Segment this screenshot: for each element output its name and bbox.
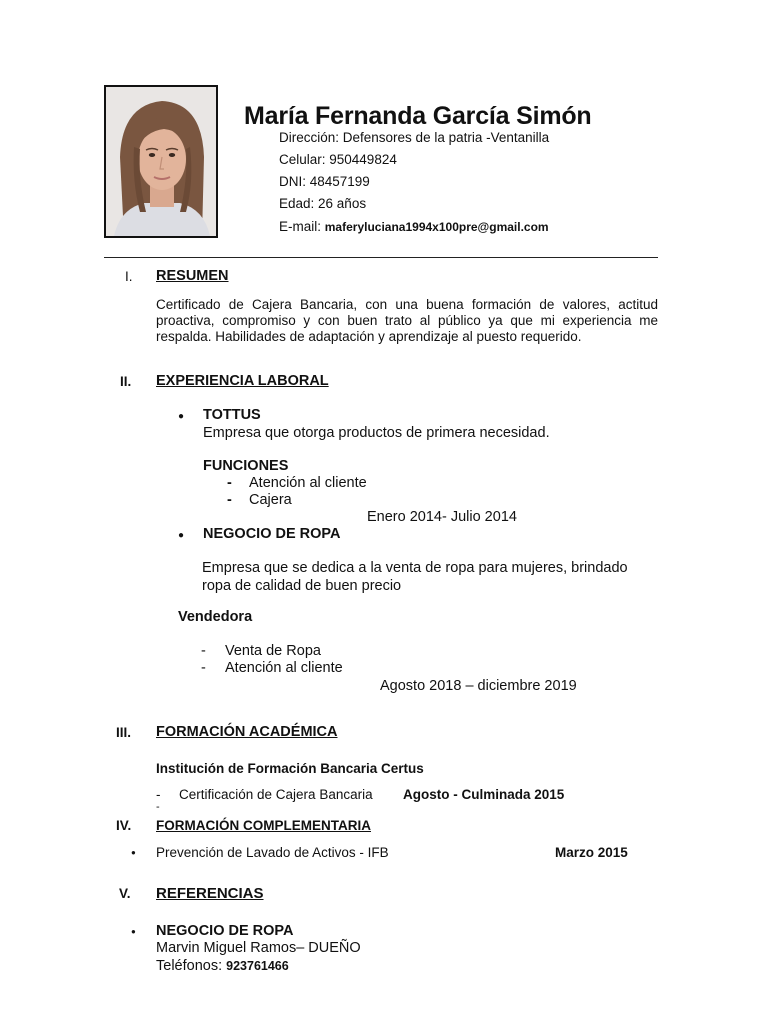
dni-text: DNI: 48457199 — [279, 174, 370, 189]
job1-function-item: Cajera — [249, 492, 292, 508]
job2-description-line2: ropa de calidad de buen precio — [202, 578, 402, 594]
section-title-complementaria: FORMACIÓN COMPLEMENTARIA — [156, 818, 371, 833]
dash-icon: - — [201, 643, 206, 659]
job1-description: Empresa que otorga productos de primera necesidad. — [203, 425, 550, 441]
reference-phone-line — [156, 958, 289, 974]
section-title-resumen: RESUMEN — [156, 268, 229, 284]
job1-function-item: Atención al cliente — [249, 475, 367, 491]
job2-role: Vendedora — [178, 609, 253, 625]
job1-dates: Enero 2014- Julio 2014 — [367, 509, 517, 525]
header-divider — [104, 257, 658, 258]
job2-task-item: Venta de Ropa — [225, 643, 321, 659]
section-title-formacion: FORMACIÓN ACADÉMICA — [156, 724, 338, 740]
email-link[interactable]: maferyluciana1994x100pre@gmail.com — [324, 220, 549, 234]
reference-phone-label: Teléfonos: — [156, 958, 227, 974]
section-title-experiencia: EXPERIENCIA LABORAL — [156, 373, 329, 389]
complementary-item: Prevención de Lavado de Activos - IFB — [156, 845, 389, 860]
reference-contact: Marvin Miguel Ramos– DUEÑO — [156, 940, 361, 956]
resumen-paragraph: Certificado de Cajera Bancaria, con una buena formación de valores, actitud proactiva, compromiso y con buen trato al público ya que mi experiencia me respalda. Habilidades de adaptación y aprendizaje al puesto requerido. — [156, 297, 658, 344]
reference-phone-value: 923761466 — [226, 959, 289, 973]
section-number-2: II. — [120, 374, 132, 389]
section-number-3: III. — [116, 725, 132, 740]
certification-item: Certificación de Cajera Bancaria — [179, 787, 373, 802]
email-label: E-mail: — [279, 219, 325, 234]
section-title-referencias: REFERENCIAS — [156, 885, 264, 902]
email-line — [279, 219, 549, 234]
phone-text: Celular: 950449824 — [279, 152, 397, 167]
job2-description-line1: Empresa que se dedica a la venta de ropa para mujeres, brindado — [202, 560, 628, 576]
section-number-1: I. — [125, 269, 133, 284]
bullet-icon: ● — [131, 848, 136, 857]
dash-icon: - — [156, 787, 161, 802]
job2-dates: Agosto 2018 – diciembre 2019 — [380, 678, 577, 694]
job1-company: TOTTUS — [203, 407, 261, 423]
dash-icon: - — [201, 660, 206, 676]
reference-company: NEGOCIO DE ROPA — [156, 923, 294, 939]
job1-functions-title: FUNCIONES — [203, 458, 289, 474]
bullet-icon: ● — [178, 530, 185, 541]
bullet-icon: ● — [178, 411, 185, 422]
certification-date: Agosto - Culminada 2015 — [403, 787, 565, 802]
candidate-name: María Fernanda García Simón — [244, 102, 592, 130]
section-number-4: IV. — [116, 818, 132, 833]
dash-icon: - — [227, 492, 232, 508]
bullet-icon: ● — [131, 927, 136, 936]
person-photo-icon — [106, 87, 216, 236]
address-text: Dirección: Defensores de la patria -Ventanilla — [279, 130, 550, 145]
profile-photo — [104, 85, 218, 238]
section-number-5: V. — [119, 886, 131, 901]
institution-name: Institución de Formación Bancaria Certus — [156, 761, 424, 776]
job2-company: NEGOCIO DE ROPA — [203, 526, 341, 542]
complementary-date: Marzo 2015 — [555, 845, 628, 860]
age-text: Edad: 26 años — [279, 196, 367, 211]
dash-icon: - — [156, 801, 160, 813]
job2-task-item: Atención al cliente — [225, 660, 343, 676]
dash-icon: - — [227, 475, 232, 491]
